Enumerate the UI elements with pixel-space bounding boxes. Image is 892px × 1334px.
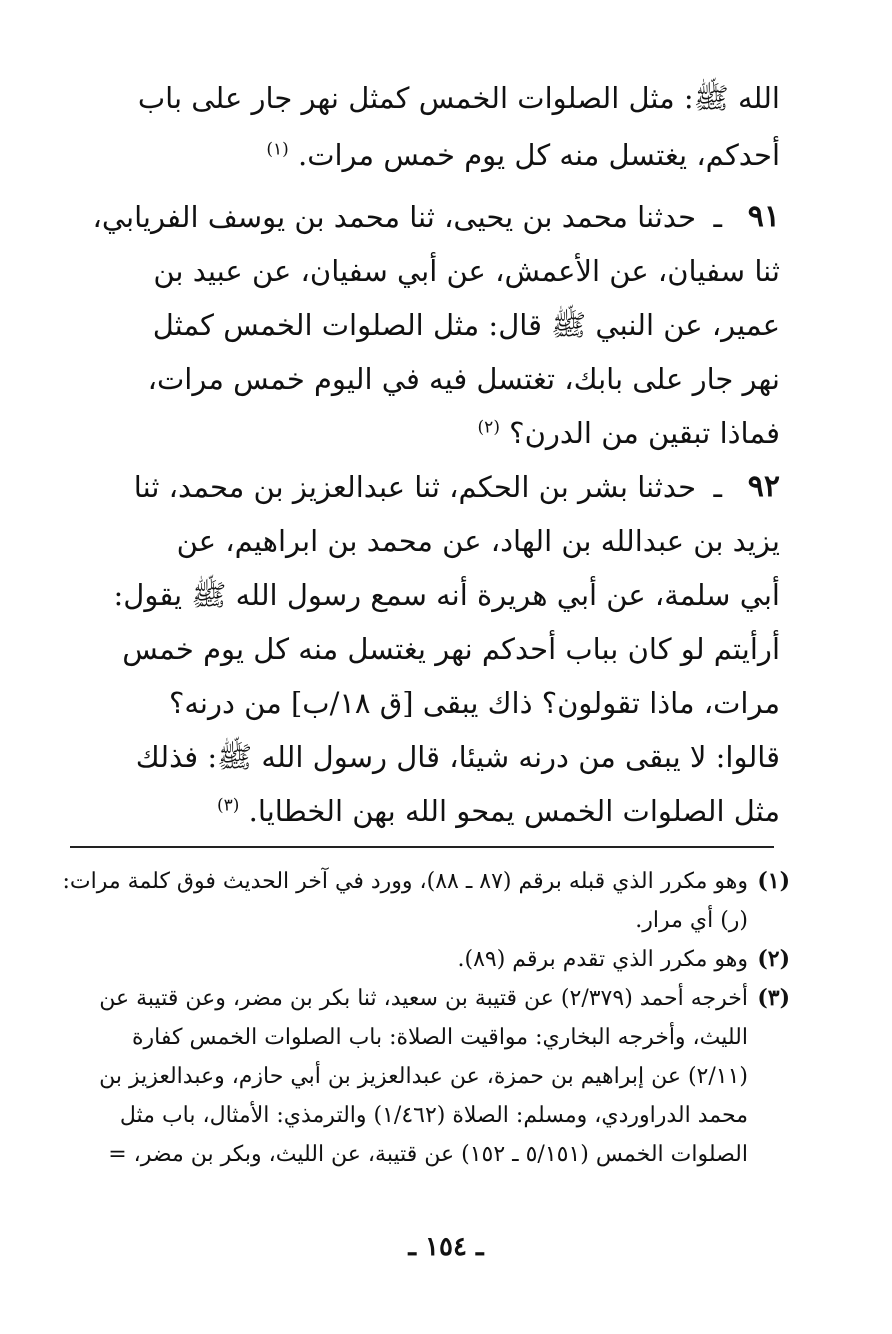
- footnote-line: [60, 862, 790, 901]
- text-line-content: حدثنا محمد بن يحيى، ثنا محمد بن يوسف الفريابي،: [92, 200, 696, 234]
- text-line-content: يزيد بن عبدالله بن الهاد، عن محمد بن ابراهيم، عن: [176, 524, 780, 558]
- footnote-number: (٣): [757, 985, 790, 1011]
- text-line: [60, 298, 780, 352]
- footnote-line: [60, 1096, 790, 1135]
- footnote-text: وهو مكرر الذي قبله برقم (٨٧ ـ ٨٨)، وورد في آخر الحديث فوق كلمة مرات:: [62, 869, 748, 894]
- footnote-number: (١): [757, 868, 790, 894]
- text-line: [60, 730, 780, 784]
- hadith-first-line: [60, 190, 780, 244]
- text-line: [60, 128, 780, 182]
- text-line-content: أحدكم، يغتسل منه كل يوم خمس مرات.: [297, 138, 780, 172]
- footnote-line: [60, 940, 790, 979]
- footnote-text: محمد الدراوردي، ومسلم: الصلاة (١/٤٦٢) والترمذي: الأمثال، باب مثل: [119, 1103, 748, 1128]
- footnote-text: أخرجه أحمد (٢/٣٧٩) عن قتيبة بن سعيد، ثنا بكر بن مضر، وعن قتيبة عن: [99, 986, 748, 1011]
- footnote-line: [60, 1135, 790, 1174]
- hadith-first-line: [60, 460, 780, 514]
- footnote-ref: (٣): [217, 795, 240, 816]
- text-line: [60, 676, 780, 730]
- hadith-91: [60, 190, 780, 460]
- footnote-ref: (١): [266, 139, 289, 160]
- footnote-line: [60, 1018, 790, 1057]
- text-line-content: قالوا: لا يبقى من درنه شيئا، قال رسول الله ﷺ: فذلك: [135, 740, 780, 774]
- footnote-text: وهو مكرر الذي تقدم برقم (٨٩).: [457, 947, 748, 972]
- text-line: [60, 784, 780, 838]
- footnote-text: الصلوات الخمس (٥/١٥١ ـ ١٥٢) عن قتيبة، عن الليث، وبكر بن مضر، =: [108, 1142, 748, 1167]
- text-line: [60, 622, 780, 676]
- footnotes: [60, 862, 790, 1174]
- hadith-92: [60, 460, 780, 838]
- text-line: [60, 68, 780, 128]
- footnote-text: الليث، وأخرجه البخاري: مواقيت الصلاة: باب الصلوات الخمس كفارة: [132, 1025, 748, 1050]
- text-line: [60, 406, 780, 460]
- page-number: ـ ١٥٤ ـ: [408, 1232, 484, 1262]
- hadith-number: ٩١: [747, 199, 780, 234]
- text-line-content: الله ﷺ: مثل الصلوات الخمس كمثل نهر جار على باب: [137, 81, 780, 115]
- footnote-text: (٢/١١) عن إبراهيم بن حمزة، عن عبدالعزيز بن أبي حازم، وعبدالعزيز بن: [99, 1064, 748, 1089]
- text-line: [60, 244, 780, 298]
- footnote-line: [60, 979, 790, 1018]
- hadith-dash: ـ: [713, 200, 722, 234]
- footnote-line: [60, 1057, 790, 1096]
- text-line-content: مثل الصلوات الخمس يمحو الله بهن الخطايا.: [248, 794, 780, 828]
- footnote-separator: [70, 846, 774, 848]
- text-line-content: عمير، عن النبي ﷺ قال: مثل الصلوات الخمس كمثل: [152, 308, 780, 342]
- footnote-ref: (٢): [477, 417, 500, 438]
- text-line-content: مرات، ماذا تقولون؟ ذاك يبقى [ق ١٨/ب] من درنه؟: [168, 686, 780, 720]
- footnote-text: (ر) أي مرار.: [635, 908, 748, 933]
- hadith-number: ٩٢: [747, 469, 780, 504]
- hadith-dash: ـ: [713, 470, 722, 504]
- hadith-continuation: [60, 68, 780, 182]
- text-line-content: نهر جار على بابك، تغتسل فيه في اليوم خمس مرات،: [147, 362, 780, 396]
- text-line-content: أرأيتم لو كان بباب أحدكم نهر يغتسل منه كل يوم خمس: [122, 632, 780, 666]
- text-line-content: ثنا سفيان، عن الأعمش، عن أبي سفيان، عن عبيد بن: [153, 254, 780, 288]
- footnote-number: (٢): [757, 946, 790, 972]
- footnote-line: [60, 901, 790, 940]
- text-line-content: حدثنا بشر بن الحكم، ثنا عبدالعزيز بن محمد، ثنا: [133, 470, 696, 504]
- text-line: [60, 352, 780, 406]
- text-line-content: أبي سلمة، عن أبي هريرة أنه سمع رسول الله ﷺ يقول:: [113, 578, 780, 612]
- text-line: [60, 568, 780, 622]
- text-line: [60, 514, 780, 568]
- text-line-content: فماذا تبقين من الدرن؟: [509, 416, 780, 450]
